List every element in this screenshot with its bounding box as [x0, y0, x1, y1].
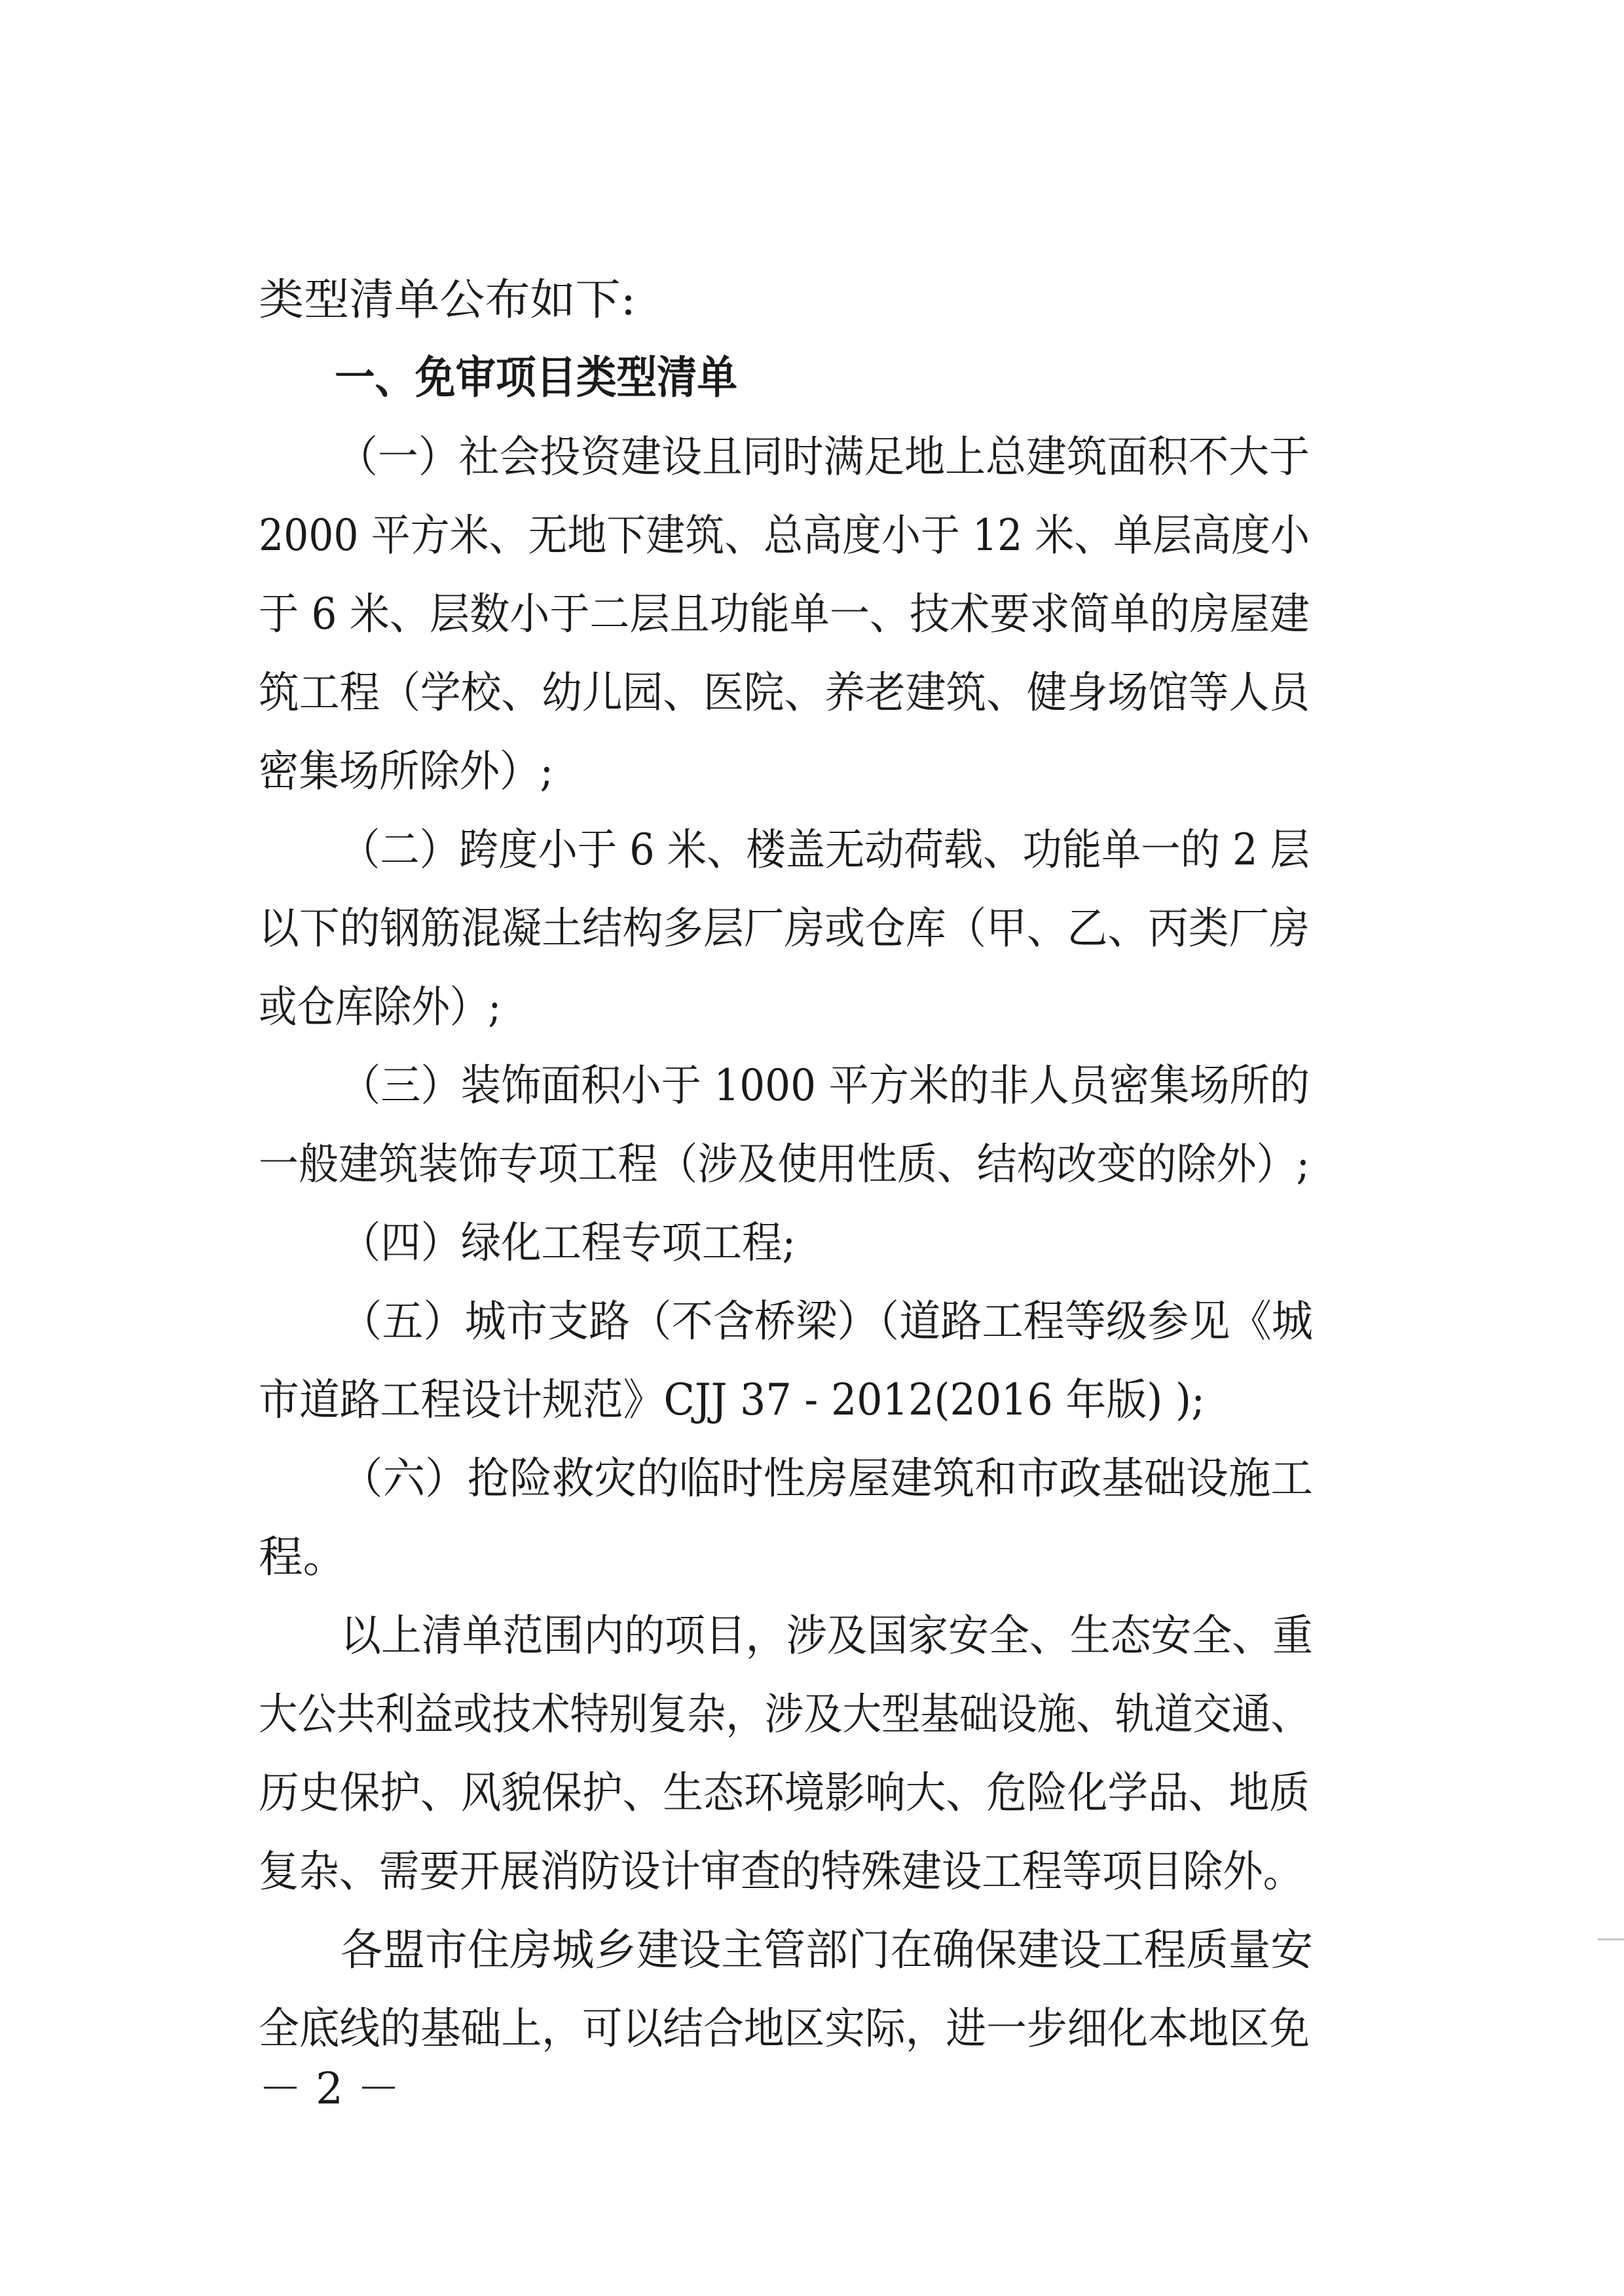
item-2-text-1: （二）跨度小于 6 米、楼盖无动荷载、功能单一的 2 层 — [341, 824, 1310, 875]
item-3-text-2: 一般建筑装饰专项工程（涉及使用性质、结构改变的除外）; — [259, 1139, 1310, 1189]
scan-edge-mark — [1598, 1938, 1624, 1940]
section-heading — [0, 343, 1624, 415]
dept-line-2 — [0, 1993, 1624, 2065]
item-6-text-2: 程。 — [259, 1532, 347, 1582]
item-3-line-1 — [0, 1050, 1624, 1122]
item-5-text-1: （五）城市支路（不含桥梁）（道路工程等级参见《城 — [341, 1296, 1313, 1346]
dept-line-1 — [0, 1914, 1624, 1986]
note-text-1: 以上清单范围内的项目，涉及国家安全、生态安全、重 — [341, 1610, 1313, 1661]
item-1-text-5: 密集场所除外）; — [259, 746, 553, 796]
item-5-text-2: 市道路工程设计规范》CJJ 37 - 2012(2016 年版) ); — [259, 1375, 1205, 1425]
intro-line — [0, 264, 1624, 336]
item-1-text-2: 2000 平方米、无地下建筑、总高度小于 12 米、单层高度小 — [259, 510, 1310, 561]
page-number-text: － 2 － — [259, 2064, 400, 2114]
item-1-text-3: 于 6 米、层数小于二层且功能单一、技术要求简单的房屋建 — [259, 589, 1310, 639]
item-1-line-2 — [0, 500, 1624, 572]
item-5-line-2 — [0, 1364, 1624, 1436]
item-1-text-4: 筑工程（学校、幼儿园、医院、养老建筑、健身场馆等人员 — [259, 667, 1310, 718]
section-heading-text: 一、免审项目类型清单 — [335, 352, 737, 404]
item-4-line-1 — [0, 1207, 1624, 1279]
item-2-text-3: 或仓库除外）; — [259, 982, 501, 1032]
item-6-line-1 — [0, 1443, 1624, 1515]
item-1-line-5 — [0, 735, 1624, 807]
note-text-2: 大公共利益或技术特别复杂，涉及大型基础设施、轨道交通、 — [259, 1689, 1310, 1739]
item-6-line-2 — [0, 1521, 1624, 1593]
item-2-line-3 — [0, 971, 1624, 1043]
item-2-line-2 — [0, 893, 1624, 965]
item-2-text-2: 以下的钢筋混凝土结构多层厂房或仓库（甲、乙、丙类厂房 — [259, 903, 1310, 954]
note-text-3: 历史保护、风貌保护、生态环境影响大、危险化学品、地质 — [259, 1768, 1310, 1818]
intro-text: 类型清单公布如下: — [259, 274, 636, 325]
note-line-3 — [0, 1757, 1624, 1829]
item-1-line-1 — [0, 421, 1624, 493]
dept-text-1: 各盟市住房城乡建设主管部门在确保建设工程质量安 — [341, 1925, 1313, 1975]
item-3-text-1: （三）装饰面积小于 1000 平方米的非人员密集场所的 — [341, 1060, 1310, 1111]
note-line-2 — [0, 1678, 1624, 1750]
page-number — [0, 2056, 1624, 2122]
note-text-4: 复杂、需要开展消防设计审查的特殊建设工程等项目除外。 — [259, 1846, 1303, 1897]
item-2-line-1 — [0, 814, 1624, 886]
item-1-line-4 — [0, 657, 1624, 729]
dept-text-2: 全底线的基础上，可以结合地区实际，进一步细化本地区免 — [259, 2003, 1310, 2054]
item-1-text-1: （一）社会投资建设且同时满足地上总建筑面积不大于 — [337, 432, 1310, 482]
item-4-text-1: （四）绿化工程专项工程; — [341, 1217, 796, 1268]
note-line-1 — [0, 1600, 1624, 1672]
item-5-line-1 — [0, 1286, 1624, 1358]
item-1-line-3 — [0, 578, 1624, 650]
item-6-text-1: （六）抢险救灾的临时性房屋建筑和市政基础设施工 — [341, 1453, 1313, 1504]
note-line-4 — [0, 1836, 1624, 1908]
item-3-line-2 — [0, 1128, 1624, 1200]
